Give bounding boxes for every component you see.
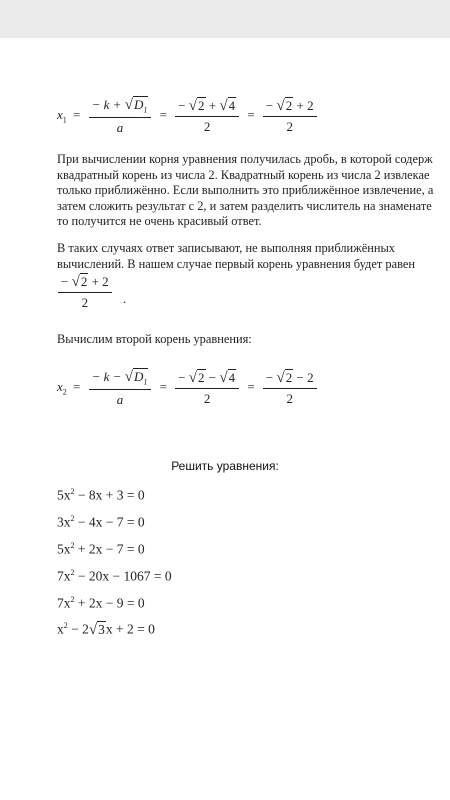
fraction: $\frac{- √2 - √4}{2}$ — [175, 371, 239, 405]
section-heading: Решить уравнения: — [171, 459, 279, 473]
text-line: При вычислении корня уравнения получилась дробь, в которой содерж — [57, 152, 433, 166]
text-line: только приближённо. Если выполнить это приближённое извлечение, а — [57, 183, 434, 197]
exercise-equation: $x^2 - 2√3x + 2 = 0$ — [57, 621, 155, 638]
exercise-equation: $7x^2 - 20x - 1067 = 0$ — [57, 568, 172, 584]
text-line: Вычислим второй корень уравнения: — [57, 332, 252, 346]
fraction: $\frac{- √2 + 2}{2}$ — [58, 275, 112, 309]
formula-x2: $x_2$ = $\frac{- k - √D_1}{a}$ = $\frac{- √2 - √4}{2}$ = $\frac{- √2 - 2}{2}$ — [57, 370, 319, 406]
exercise-equation: $7x^2 + 2x - 9 = 0$ — [57, 595, 145, 611]
text-line: В таких случаях ответ записывают, не выполняя приближённых — [57, 241, 395, 255]
text-line: вычислений. В нашем случае первый корень уравнения будет равен — [57, 256, 415, 271]
formula-x1: $x_1$ = $\frac{- k + √D_1}{a}$ = $\frac{- √2 + √4}{2}$ = $\frac{- √2 + 2}{2}$ — [57, 98, 319, 134]
text-line: затем сложить результат с 2, и затем разделить числитель на знаменате — [57, 198, 432, 213]
text-line: квадратный корень из числа 2. Квадратный корень из числа 2 извлекае — [57, 167, 430, 182]
exercise-equation: $5x^2 - 8x + 3 = 0$ — [57, 487, 145, 503]
exercise-equation: $5x^2 + 2x - 7 = 0$ — [57, 541, 145, 557]
fraction: $\frac{- k + √D_1}{a}$ — [89, 98, 152, 134]
fraction: $\frac{- √2 + √4}{2}$ — [175, 99, 239, 133]
fraction: $\frac{- √2 - 2}{2}$ — [263, 371, 317, 405]
paragraph-answer-note — [57, 241, 450, 272]
top-bar — [0, 0, 450, 38]
fraction: $\frac{- k - √D_1}{a}$ — [89, 370, 152, 406]
fraction: $\frac{- √2 + 2}{2}$ — [263, 99, 317, 133]
paragraph-explanation — [57, 152, 450, 230]
exercise-equation: $3x^2 - 4x - 7 = 0$ — [57, 514, 145, 530]
answer-fraction: $\frac{- √2 + 2}{2}$ . — [56, 275, 120, 309]
paragraph-second-root — [57, 332, 450, 348]
text-line: то получится не очень красивый ответ. — [57, 214, 262, 228]
